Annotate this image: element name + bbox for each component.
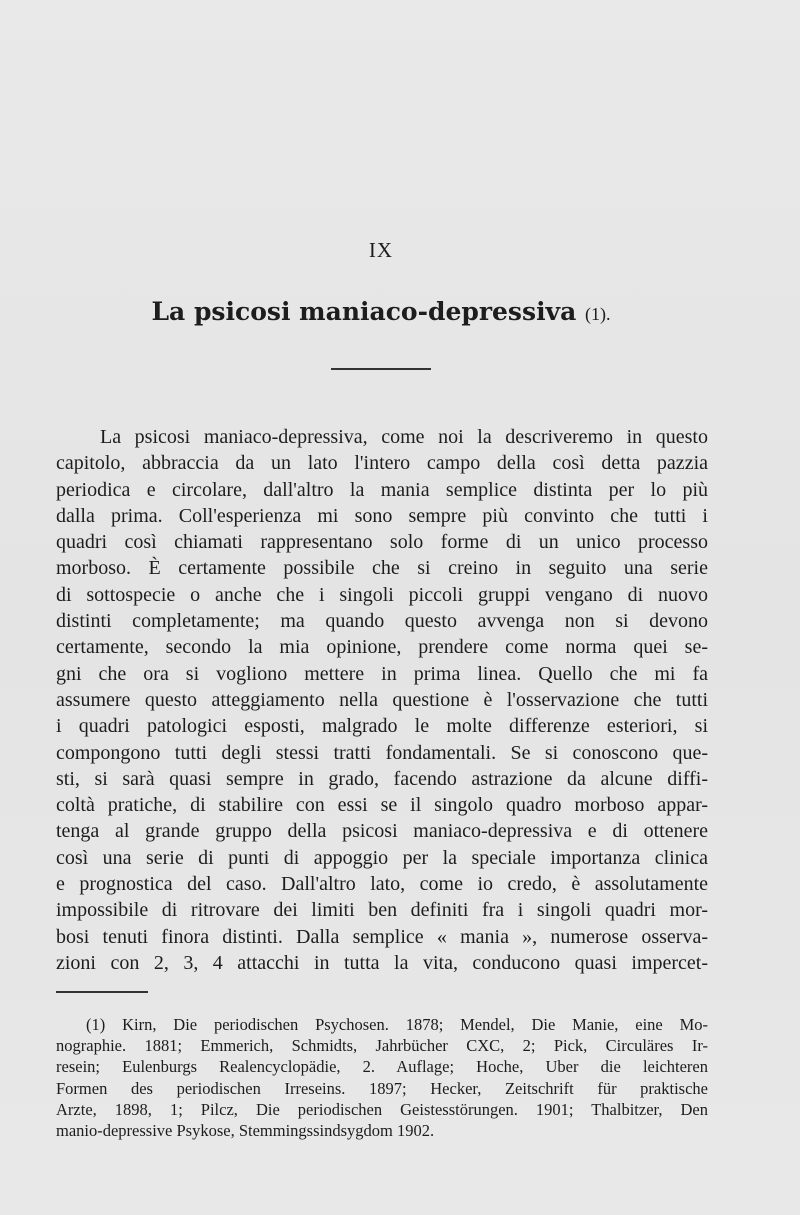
footnote-line: Arzte, 1898, 1; Pilcz, Die periodischen Geistesstörungen. 1901; Thalbitzer, Den [56, 1099, 708, 1119]
body-line: così una serie di punti di appoggio per la speciale importanza clinica [56, 846, 708, 869]
footnote-line: manio-depressive Psykose, Stemmingssindsygdom 1902. [56, 1121, 435, 1141]
footnote-line: Formen des periodischen Irreseins. 1897; Hecker, Zeitschrift für praktische [56, 1078, 708, 1098]
chapter-number: IX [368, 238, 394, 262]
body-line: certamente, secondo la mia opinione, prendere come norma quei se- [56, 636, 708, 659]
title-divider [331, 368, 431, 370]
body-line: bosi tenuti finora distinti. Dalla semplice « mania », numerose osserva- [56, 925, 708, 948]
footnote-line: (1) Kirn, Die periodischen Psychosen. 1878; Mendel, Die Manie, eine Mo- [86, 1015, 708, 1034]
body-line: impossibile di ritrovare dei limiti ben definiti fra i singoli quadri mor- [56, 899, 708, 922]
body-line: sti, si sarà quasi sempre in grado, facendo astrazione da alcune diffi- [56, 767, 708, 790]
body-line: di sottospecie o anche che i singoli piccoli gruppi vengano di nuovo [56, 583, 708, 606]
footnote-line: nographie. 1881; Emmerich, Schmidts, Jahrbücher CXC, 2; Pick, Circuläres Ir- [56, 1036, 708, 1056]
chapter-title-text: La psicosi maniaco-depressiva [151, 297, 577, 326]
body-text [56, 424, 708, 976]
body-line: compongono tutti degli stessi tratti fondamentali. Se si conoscono que- [56, 741, 708, 764]
body-line: gni che ora si vogliono mettere in prima linea. Quello che mi fa [56, 662, 708, 685]
body-line: assumere questo atteggiamento nella questione è l'osservazione che tutti [56, 688, 708, 711]
chapter-title [0, 297, 762, 326]
body-line: distinti completamente; ma quando questo avvenga non si devono [56, 610, 708, 633]
footnote [56, 1014, 708, 1141]
body-line: capitolo, abbraccia da un lato l'intero campo della così detta pazzia [56, 452, 708, 475]
body-line: periodica e circolare, dall'altro la mania semplice distinta per lo più [56, 478, 708, 501]
body-line: morboso. È certamente possibile che si creino in seguito una serie [56, 557, 708, 580]
body-line: dalla prima. Coll'esperienza mi sono sempre più convinto che tutti i [56, 504, 708, 527]
body-line: coltà pratiche, di stabilire con essi se il singolo quadro morboso appar- [56, 794, 708, 817]
body-line: La psicosi maniaco-depressiva, come noi la descriveremo in questo [100, 426, 708, 448]
footnote-divider [56, 991, 148, 993]
footnote-line: resein; Eulenburgs Realencyclopädie, 2. Auflage; Hoche, Uber die leichteren [56, 1057, 708, 1077]
body-line: quadri così chiamati rappresentano solo forme di un unico processo [56, 531, 708, 554]
body-line: e prognostica del caso. Dall'altro lato, come io credo, è assolutamente [56, 873, 708, 896]
body-line: tenga al grande gruppo della psicosi maniaco-depressiva e di ottenere [56, 820, 708, 843]
body-line: zioni con 2, 3, 4 attacchi in tutta la vita, conducono quasi impercet- [56, 951, 708, 974]
footnote-reference: (1). [585, 304, 611, 324]
body-line: i quadri patologici esposti, malgrado le molte differenze esteriori, si [56, 715, 708, 738]
